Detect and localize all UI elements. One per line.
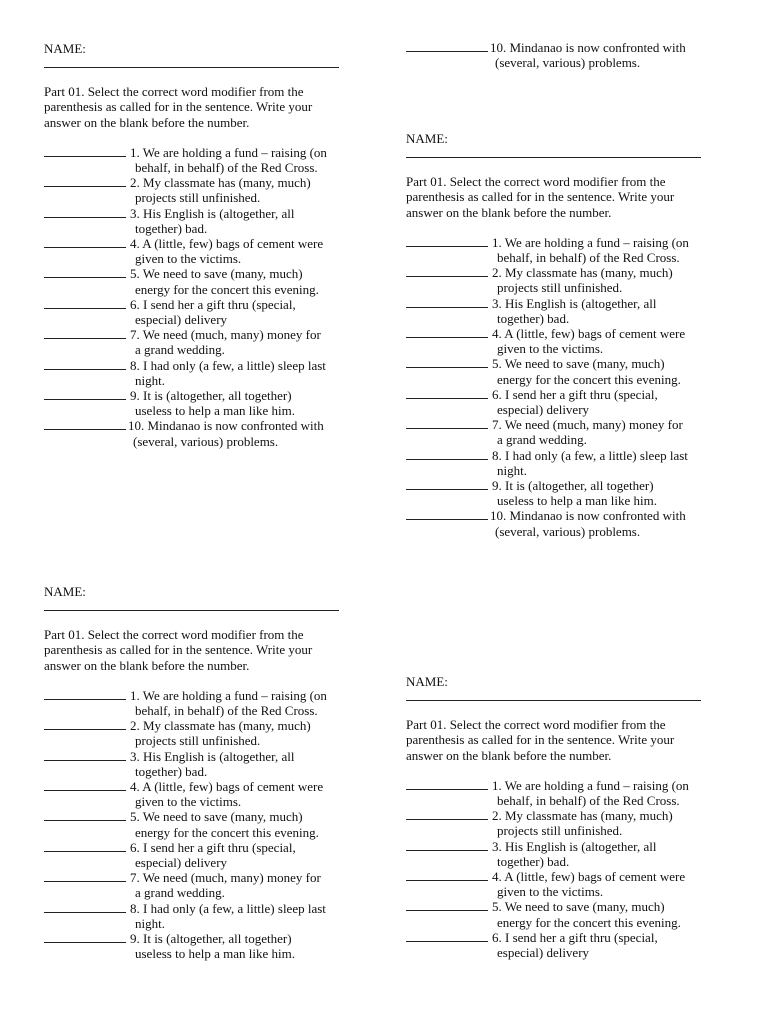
item-2: 2. My classmate has (many, much) projects still unfinished. — [406, 265, 746, 295]
item-10: 10. Mindanao is now confronted with (several, various) problems. — [406, 508, 746, 538]
answer-blank[interactable] — [406, 489, 488, 490]
item-4: 4. A (little, few) bags of cement were given to the victims. — [406, 326, 746, 356]
worksheet-right-upper — [406, 131, 746, 539]
instructions: Part 01. Select the correct word modifier from the parenthesis as called for in the sentence. Write your answer on the blank before the number. — [406, 174, 675, 220]
item-5: 5. We need to save (many, much) energy for the concert this evening. — [406, 899, 746, 929]
answer-blank[interactable] — [406, 941, 488, 942]
name-line[interactable] — [406, 147, 701, 158]
answer-blank[interactable] — [406, 850, 488, 851]
answer-blank[interactable] — [44, 699, 126, 700]
answer-blank[interactable] — [44, 308, 126, 309]
name-label: NAME: — [44, 584, 86, 599]
name-line[interactable] — [406, 690, 701, 701]
item-9: 9. It is (altogether, all together) useless to help a man like him. — [44, 931, 384, 961]
worksheet-top-right-continuation — [406, 40, 746, 70]
item-6: 6. I send her a gift thru (special, especial) delivery — [44, 840, 384, 870]
item-10: 10. Mindanao is now confronted with (several, various) problems. — [44, 418, 384, 448]
answer-blank[interactable] — [44, 186, 126, 187]
item-7: 7. We need (much, many) money for a grand wedding. — [406, 417, 746, 447]
answer-blank[interactable] — [406, 428, 488, 429]
item-6: 6. I send her a gift thru (special, especial) delivery — [44, 297, 384, 327]
item-1: 1. We are holding a fund – raising (on behalf, in behalf) of the Red Cross. — [44, 688, 384, 718]
item-list — [44, 145, 384, 449]
answer-blank[interactable] — [44, 820, 126, 821]
item-8: 8. I had only (a few, a little) sleep last night. — [44, 901, 384, 931]
item-3: 3. His English is (altogether, all together) bad. — [406, 839, 746, 869]
item-4: 4. A (little, few) bags of cement were given to the victims. — [44, 779, 384, 809]
item-1: 1. We are holding a fund – raising (on behalf, in behalf) of the Red Cross. — [406, 235, 746, 265]
item-7: 7. We need (much, many) money for a grand wedding. — [44, 870, 384, 900]
item-10: 10. Mindanao is now confronted with (several, various) problems. — [406, 40, 746, 70]
item-6: 6. I send her a gift thru (special, especial) delivery — [406, 387, 746, 417]
answer-blank[interactable] — [406, 276, 488, 277]
worksheet-bottom-right — [406, 674, 746, 960]
item-7: 7. We need (much, many) money for a grand wedding. — [44, 327, 384, 357]
answer-blank[interactable] — [406, 789, 488, 790]
item-1: 1. We are holding a fund – raising (on behalf, in behalf) of the Red Cross. — [44, 145, 384, 175]
instructions: Part 01. Select the correct word modifier from the parenthesis as called for in the sentence. Write your answer on the blank before the number. — [406, 717, 675, 763]
item-4: 4. A (little, few) bags of cement were given to the victims. — [44, 236, 384, 266]
answer-blank[interactable] — [406, 337, 488, 338]
item-8: 8. I had only (a few, a little) sleep last night. — [406, 448, 746, 478]
answer-blank[interactable] — [44, 217, 126, 218]
item-list — [406, 235, 746, 539]
answer-blank[interactable] — [406, 880, 488, 881]
answer-blank[interactable] — [44, 429, 126, 430]
answer-blank[interactable] — [406, 819, 488, 820]
item-2: 2. My classmate has (many, much) projects still unfinished. — [406, 808, 746, 838]
item-6: 6. I send her a gift thru (special, especial) delivery — [406, 930, 746, 960]
worksheet-bottom-left — [44, 584, 384, 961]
name-label: NAME: — [406, 674, 448, 689]
answer-blank[interactable] — [406, 367, 488, 368]
answer-blank[interactable] — [44, 399, 126, 400]
answer-blank[interactable] — [44, 942, 126, 943]
answer-blank[interactable] — [44, 156, 126, 157]
answer-blank[interactable] — [44, 760, 126, 761]
item-8: 8. I had only (a few, a little) sleep last night. — [44, 358, 384, 388]
answer-blank[interactable] — [406, 910, 488, 911]
name-label: NAME: — [406, 131, 448, 146]
name-line[interactable] — [44, 600, 339, 611]
answer-blank[interactable] — [44, 729, 126, 730]
item-2: 2. My classmate has (many, much) projects still unfinished. — [44, 718, 384, 748]
item-9: 9. It is (altogether, all together) useless to help a man like him. — [406, 478, 746, 508]
item-5: 5. We need to save (many, much) energy for the concert this evening. — [406, 356, 746, 386]
worksheet-top-left — [44, 41, 384, 449]
item-5: 5. We need to save (many, much) energy for the concert this evening. — [44, 266, 384, 296]
name-label: NAME: — [44, 41, 86, 56]
item-3: 3. His English is (altogether, all together) bad. — [406, 296, 746, 326]
item-3: 3. His English is (altogether, all together) bad. — [44, 206, 384, 236]
answer-blank[interactable] — [44, 277, 126, 278]
answer-blank[interactable] — [44, 912, 126, 913]
instructions: Part 01. Select the correct word modifier from the parenthesis as called for in the sentence. Write your answer on the blank before the number. — [44, 84, 313, 130]
item-1: 1. We are holding a fund – raising (on behalf, in behalf) of the Red Cross. — [406, 778, 746, 808]
answer-blank[interactable] — [406, 307, 488, 308]
answer-blank[interactable] — [44, 369, 126, 370]
answer-blank[interactable] — [44, 247, 126, 248]
answer-blank[interactable] — [406, 246, 488, 247]
answer-blank[interactable] — [406, 459, 488, 460]
answer-blank[interactable] — [44, 881, 126, 882]
item-3: 3. His English is (altogether, all together) bad. — [44, 749, 384, 779]
item-9: 9. It is (altogether, all together) useless to help a man like him. — [44, 388, 384, 418]
item-list — [44, 688, 384, 962]
item-list — [406, 778, 746, 960]
item-2: 2. My classmate has (many, much) projects still unfinished. — [44, 175, 384, 205]
answer-blank[interactable] — [406, 398, 488, 399]
answer-blank[interactable] — [44, 790, 126, 791]
name-line[interactable] — [44, 57, 339, 68]
answer-blank[interactable] — [406, 51, 488, 52]
answer-blank[interactable] — [44, 338, 126, 339]
instructions: Part 01. Select the correct word modifier from the parenthesis as called for in the sentence. Write your answer on the blank before the number. — [44, 627, 313, 673]
item-5: 5. We need to save (many, much) energy for the concert this evening. — [44, 809, 384, 839]
answer-blank[interactable] — [44, 851, 126, 852]
item-4: 4. A (little, few) bags of cement were given to the victims. — [406, 869, 746, 899]
answer-blank[interactable] — [406, 519, 488, 520]
